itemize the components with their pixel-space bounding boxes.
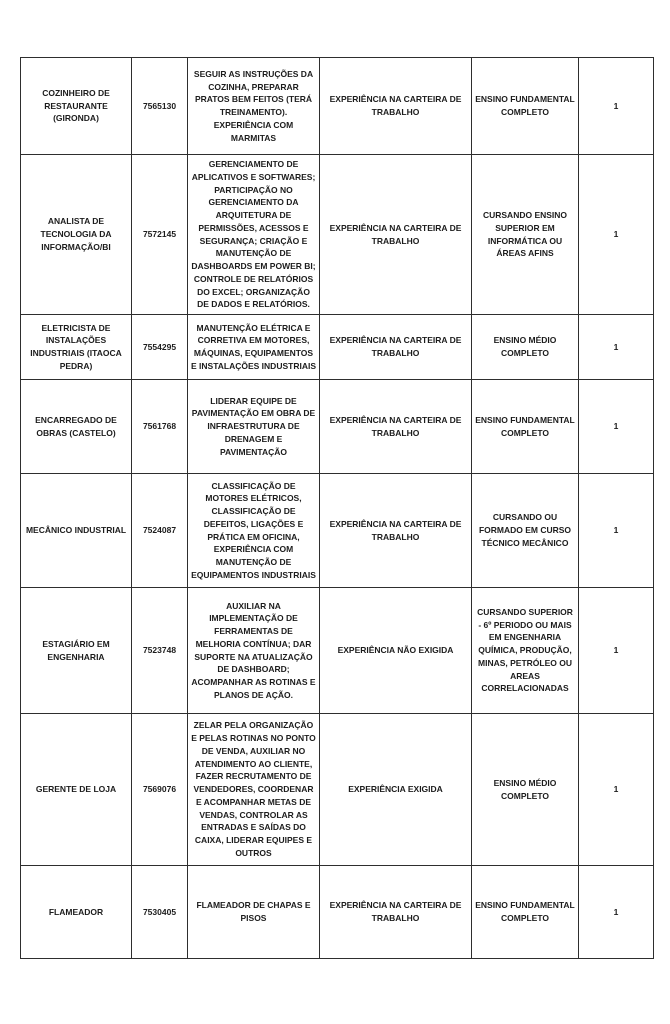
table-row (21, 155, 654, 315)
job-experience-cell: EXPERIÊNCIA NA CARTEIRA DE TRABALHO (320, 380, 472, 474)
table-row (21, 866, 654, 959)
job-description-cell: ZELAR PELA ORGANIZAÇÃO E PELAS ROTINAS NO PONTO DE VENDA, AUXILIAR NO ATENDIMENTO AO CLIENTE, FAZER RECRUTAMENTO DE VENDEDORES, COORDENAR E ACOMPANHAR METAS DE VENDAS, CONTROLAR AS ENTRADAS E SAÍDAS DO CAIXA, LIDERAR EQUIPES E OUTROS (188, 714, 320, 866)
table-row (21, 588, 654, 714)
job-code-cell: 7572145 (132, 155, 188, 315)
table-row (21, 714, 654, 866)
job-description-cell: MANUTENÇÃO ELÉTRICA E CORRETIVA EM MOTORES, MÁQUINAS, EQUIPAMENTOS E INSTALAÇÕES INDUSTRIAIS (188, 315, 320, 380)
job-title-cell: COZINHEIRO DE RESTAURANTE (GIRONDA) (21, 58, 132, 155)
job-education-cell: CURSANDO ENSINO SUPERIOR EM INFORMÁTICA OU ÁREAS AFINS (472, 155, 579, 315)
job-title-cell: GERENTE DE LOJA (21, 714, 132, 866)
job-code-cell: 7523748 (132, 588, 188, 714)
job-experience-cell: EXPERIÊNCIA NA CARTEIRA DE TRABALHO (320, 155, 472, 315)
job-code-cell: 7554295 (132, 315, 188, 380)
job-description-cell: AUXILIAR NA IMPLEMENTAÇÃO DE FERRAMENTAS DE MELHORIA CONTÍNUA; DAR SUPORTE NA ATUALIZAÇÃO DE DASHBOARD; ACOMPANHAR AS ROTINAS E PLANOS DE AÇÃO. (188, 588, 320, 714)
job-quantity-cell: 1 (579, 714, 654, 866)
job-description-cell: GERENCIAMENTO DE APLICATIVOS E SOFTWARES; PARTICIPAÇÃO NO GERENCIAMENTO DA ARQUITETURA DE PERMISSÕES, ACESSOS E SEGURANÇA; CRIAÇÃO E MANUTENÇÃO DE DASHBOARDS EM POWER BI; CONTROLE DE RELATÓRIOS DO EXCEL; ORGANIZAÇÃO DE DADOS E RELATÓRIOS. (188, 155, 320, 315)
table-row (21, 315, 654, 380)
job-code-cell: 7530405 (132, 866, 188, 959)
job-title-cell: ENCARREGADO DE OBRAS (CASTELO) (21, 380, 132, 474)
job-experience-cell: EXPERIÊNCIA NA CARTEIRA DE TRABALHO (320, 58, 472, 155)
job-experience-cell: EXPERIÊNCIA EXIGIDA (320, 714, 472, 866)
job-quantity-cell: 1 (579, 588, 654, 714)
job-vacancies-table (20, 57, 654, 959)
job-code-cell: 7569076 (132, 714, 188, 866)
job-education-cell: ENSINO MÉDIO COMPLETO (472, 315, 579, 380)
job-education-cell: ENSINO MÉDIO COMPLETO (472, 714, 579, 866)
job-education-cell: ENSINO FUNDAMENTAL COMPLETO (472, 58, 579, 155)
job-code-cell: 7524087 (132, 474, 188, 588)
job-education-cell: ENSINO FUNDAMENTAL COMPLETO (472, 380, 579, 474)
job-experience-cell: EXPERIÊNCIA NÃO EXIGIDA (320, 588, 472, 714)
job-description-cell: FLAMEADOR DE CHAPAS E PISOS (188, 866, 320, 959)
job-title-cell: MECÂNICO INDUSTRIAL (21, 474, 132, 588)
job-title-cell: ESTAGIÁRIO EM ENGENHARIA (21, 588, 132, 714)
job-experience-cell: EXPERIÊNCIA NA CARTEIRA DE TRABALHO (320, 315, 472, 380)
job-description-cell: LIDERAR EQUIPE DE PAVIMENTAÇÃO EM OBRA DE INFRAESTRUTURA DE DRENAGEM E PAVIMENTAÇÃO (188, 380, 320, 474)
job-title-cell: FLAMEADOR (21, 866, 132, 959)
job-title-cell: ELETRICISTA DE INSTALAÇÕES INDUSTRIAIS (ITAOCA PEDRA) (21, 315, 132, 380)
job-title-cell: ANALISTA DE TECNOLOGIA DA INFORMAÇÃO/BI (21, 155, 132, 315)
job-quantity-cell: 1 (579, 866, 654, 959)
job-quantity-cell: 1 (579, 315, 654, 380)
job-code-cell: 7565130 (132, 58, 188, 155)
job-experience-cell: EXPERIÊNCIA NA CARTEIRA DE TRABALHO (320, 474, 472, 588)
job-quantity-cell: 1 (579, 380, 654, 474)
job-quantity-cell: 1 (579, 58, 654, 155)
table-row (21, 58, 654, 155)
job-experience-cell: EXPERIÊNCIA NA CARTEIRA DE TRABALHO (320, 866, 472, 959)
job-description-cell: SEGUIR AS INSTRUÇÕES DA COZINHA, PREPARAR PRATOS BEM FEITOS (TERÁ TREINAMENTO). EXPERIÊNCIA COM MARMITAS (188, 58, 320, 155)
job-quantity-cell: 1 (579, 474, 654, 588)
job-education-cell: ENSINO FUNDAMENTAL COMPLETO (472, 866, 579, 959)
job-quantity-cell: 1 (579, 155, 654, 315)
job-code-cell: 7561768 (132, 380, 188, 474)
job-description-cell: CLASSIFICAÇÃO DE MOTORES ELÉTRICOS, CLASSIFICAÇÃO DE DEFEITOS, LIGAÇÕES E PRÁTICA EM OFICINA, EXPERIÊNCIA COM MANUTENÇÃO DE EQUIPAMENTOS INDUSTRIAIS (188, 474, 320, 588)
job-education-cell: CURSANDO SUPERIOR - 6º PERIODO OU MAIS EM ENGENHARIA QUÍMICA, PRODUÇÃO, MINAS, PETRÓLEO OU AREAS CORRELACIONADAS (472, 588, 579, 714)
table-row (21, 474, 654, 588)
job-education-cell: CURSANDO OU FORMADO EM CURSO TÉCNICO MECÂNICO (472, 474, 579, 588)
table-row (21, 380, 654, 474)
